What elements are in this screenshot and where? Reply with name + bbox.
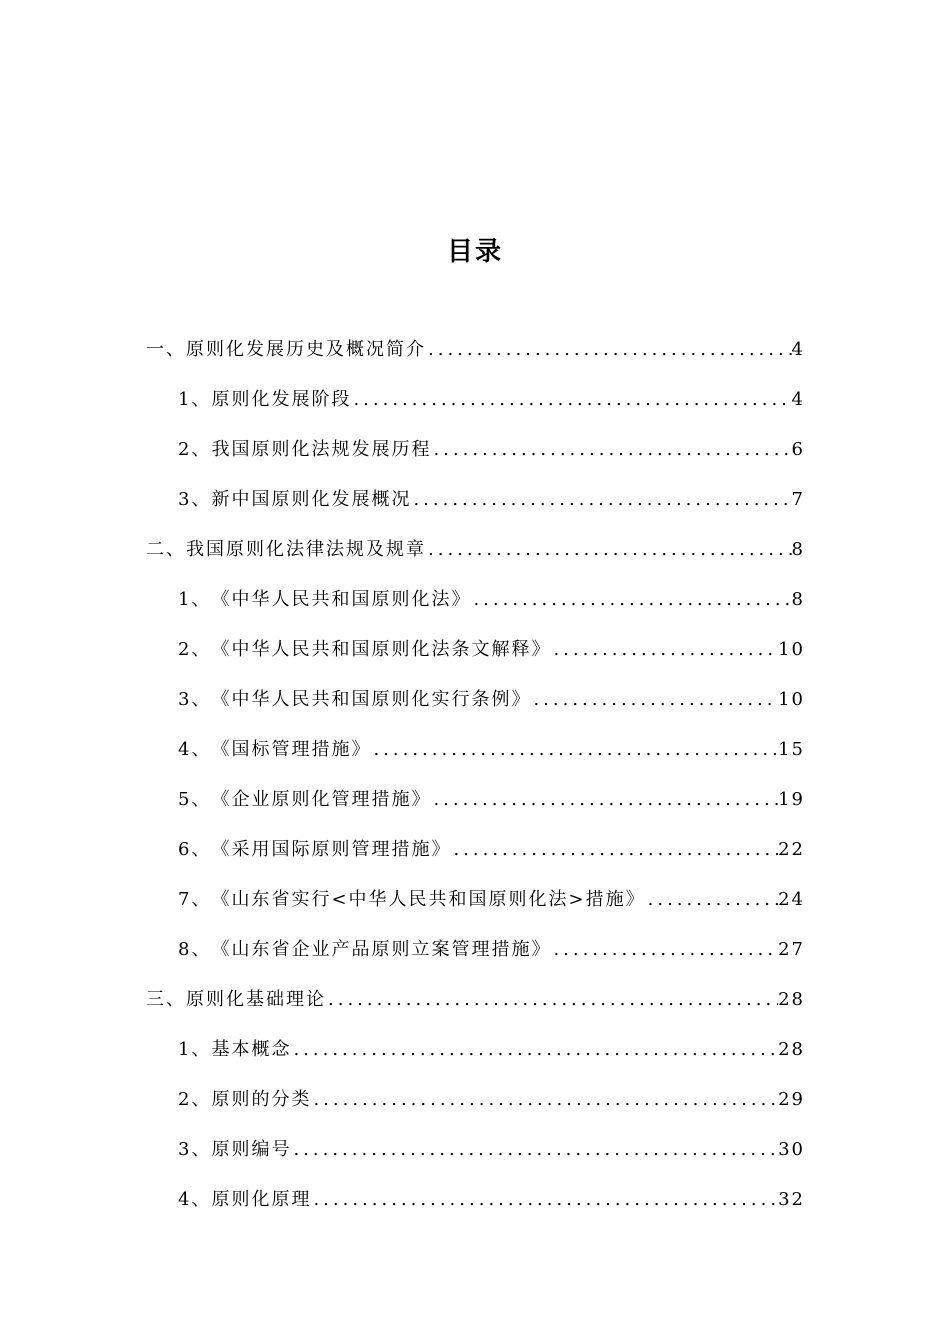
toc-entry-number: 三、 (146, 989, 186, 1010)
toc-entry[interactable] (0, 735, 950, 785)
toc-dot-leader (411, 485, 791, 515)
toc-entry-number: 1、 (178, 389, 212, 410)
toc-entry-number: 1、 (178, 589, 212, 610)
toc-entry-label: 《国标管理措施》 (211, 739, 372, 760)
toc-entry-label: 原则的分类 (211, 1089, 312, 1110)
toc-entry-number: 3、 (178, 689, 212, 710)
toc-entry-page: 10 (778, 639, 805, 660)
toc-entry-label: 原则编号 (211, 1139, 292, 1160)
toc-entry-number: 8、 (178, 939, 212, 960)
toc-entry-page: 22 (778, 839, 805, 860)
toc-entry-page: 24 (778, 889, 805, 910)
toc-entry-page: 15 (778, 739, 805, 760)
toc-entry-number: 6、 (178, 839, 212, 860)
toc-entry[interactable] (0, 435, 950, 485)
toc-entry-number: 5、 (178, 789, 212, 810)
toc-entry-label: 《中华人民共和国原则化法》 (211, 589, 472, 610)
toc-entry-page: 6 (791, 439, 805, 460)
toc-dot-leader (291, 1135, 778, 1165)
toc-entry[interactable] (0, 1135, 950, 1185)
toc-entry-label: 原则化发展阶段 (211, 389, 352, 410)
toc-entry-label: 我国原则化法规发展历程 (211, 439, 432, 460)
toc-entry-label: 我国原则化法律法规及规章 (186, 539, 426, 560)
toc-entry-page: 28 (778, 1039, 805, 1060)
toc-entry-number: 4、 (178, 1189, 212, 1210)
toc-entry-label: 原则化基础理论 (186, 989, 326, 1010)
toc-entry[interactable] (0, 785, 950, 835)
toc-dot-leader (311, 1085, 778, 1115)
toc-dot-leader (646, 885, 778, 915)
toc-entry[interactable] (0, 385, 950, 435)
toc-entry-label: 原则化原理 (211, 1189, 312, 1210)
toc-entry[interactable] (0, 635, 950, 685)
toc-title: 目录 (446, 237, 503, 267)
toc-entry-label: 新中国原则化发展概况 (211, 489, 412, 510)
toc-entry[interactable] (0, 535, 950, 585)
toc-dot-leader (371, 735, 778, 765)
toc-dot-leader (326, 985, 778, 1015)
toc-entry-label: 《山东省企业产品原则立案管理措施》 (211, 939, 552, 960)
toc-entry-number: 1、 (178, 1039, 212, 1060)
toc-entry-number: 2、 (178, 1089, 212, 1110)
toc-entry-page: 4 (791, 339, 805, 360)
toc-entry-number: 7、 (178, 889, 212, 910)
toc-entry[interactable] (0, 1185, 950, 1235)
toc-entry-number: 一、 (146, 339, 186, 360)
toc-dot-leader (551, 935, 778, 965)
toc-entry[interactable] (0, 335, 950, 385)
toc-entry-page: 7 (791, 489, 805, 510)
toc-entry-page: 8 (791, 539, 805, 560)
toc-entry-page: 29 (778, 1089, 805, 1110)
toc-dot-leader (551, 635, 778, 665)
toc-entry-label: 《中华人民共和国原则化实行条例》 (211, 689, 532, 710)
toc-entry-page: 32 (778, 1189, 805, 1210)
toc-entry[interactable] (0, 485, 950, 535)
toc-entry-page: 27 (778, 939, 805, 960)
toc-entry-number: 4、 (178, 739, 212, 760)
toc-dot-leader (431, 435, 791, 465)
toc-entry[interactable] (0, 1035, 950, 1085)
toc-entry-number: 2、 (178, 639, 212, 660)
toc-entry[interactable] (0, 835, 950, 885)
toc-entry-label: 原则化发展历史及概况简介 (186, 339, 426, 360)
toc-entry[interactable] (0, 585, 950, 635)
toc-entry-page: 8 (791, 589, 805, 610)
toc-dot-leader (426, 535, 792, 565)
toc-entry-number: 3、 (178, 489, 212, 510)
toc-entry-label: 《山东省实行<中华人民共和国原则化法>措施》 (211, 889, 646, 910)
toc-dot-leader (531, 685, 778, 715)
toc-entry-number: 2、 (178, 439, 212, 460)
toc-entry-page: 28 (778, 989, 805, 1010)
toc-entry[interactable] (0, 935, 950, 985)
toc-entry[interactable] (0, 685, 950, 735)
toc-dot-leader (426, 335, 792, 365)
toc-entry-label: 《中华人民共和国原则化法条文解释》 (211, 639, 552, 660)
toc-dot-leader (451, 835, 778, 865)
toc-entry[interactable] (0, 885, 950, 935)
toc-entry-label: 《企业原则化管理措施》 (211, 789, 432, 810)
toc-dot-leader (291, 1035, 778, 1065)
toc-entry-page: 4 (791, 389, 805, 410)
toc-entry-label: 《采用国际原则管理措施》 (211, 839, 452, 860)
toc-entry-page: 10 (778, 689, 805, 710)
toc-entry-page: 30 (778, 1139, 805, 1160)
toc-dot-leader (471, 585, 791, 615)
toc-dot-leader (351, 385, 791, 415)
toc-entry-number: 二、 (146, 539, 186, 560)
toc-entry-label: 基本概念 (211, 1039, 292, 1060)
toc-list (0, 335, 950, 1235)
toc-entry-number: 3、 (178, 1139, 212, 1160)
toc-dot-leader (431, 785, 778, 815)
toc-entry-page: 19 (778, 789, 805, 810)
toc-entry[interactable] (0, 1085, 950, 1135)
toc-dot-leader (311, 1185, 778, 1215)
toc-entry[interactable] (0, 985, 950, 1035)
